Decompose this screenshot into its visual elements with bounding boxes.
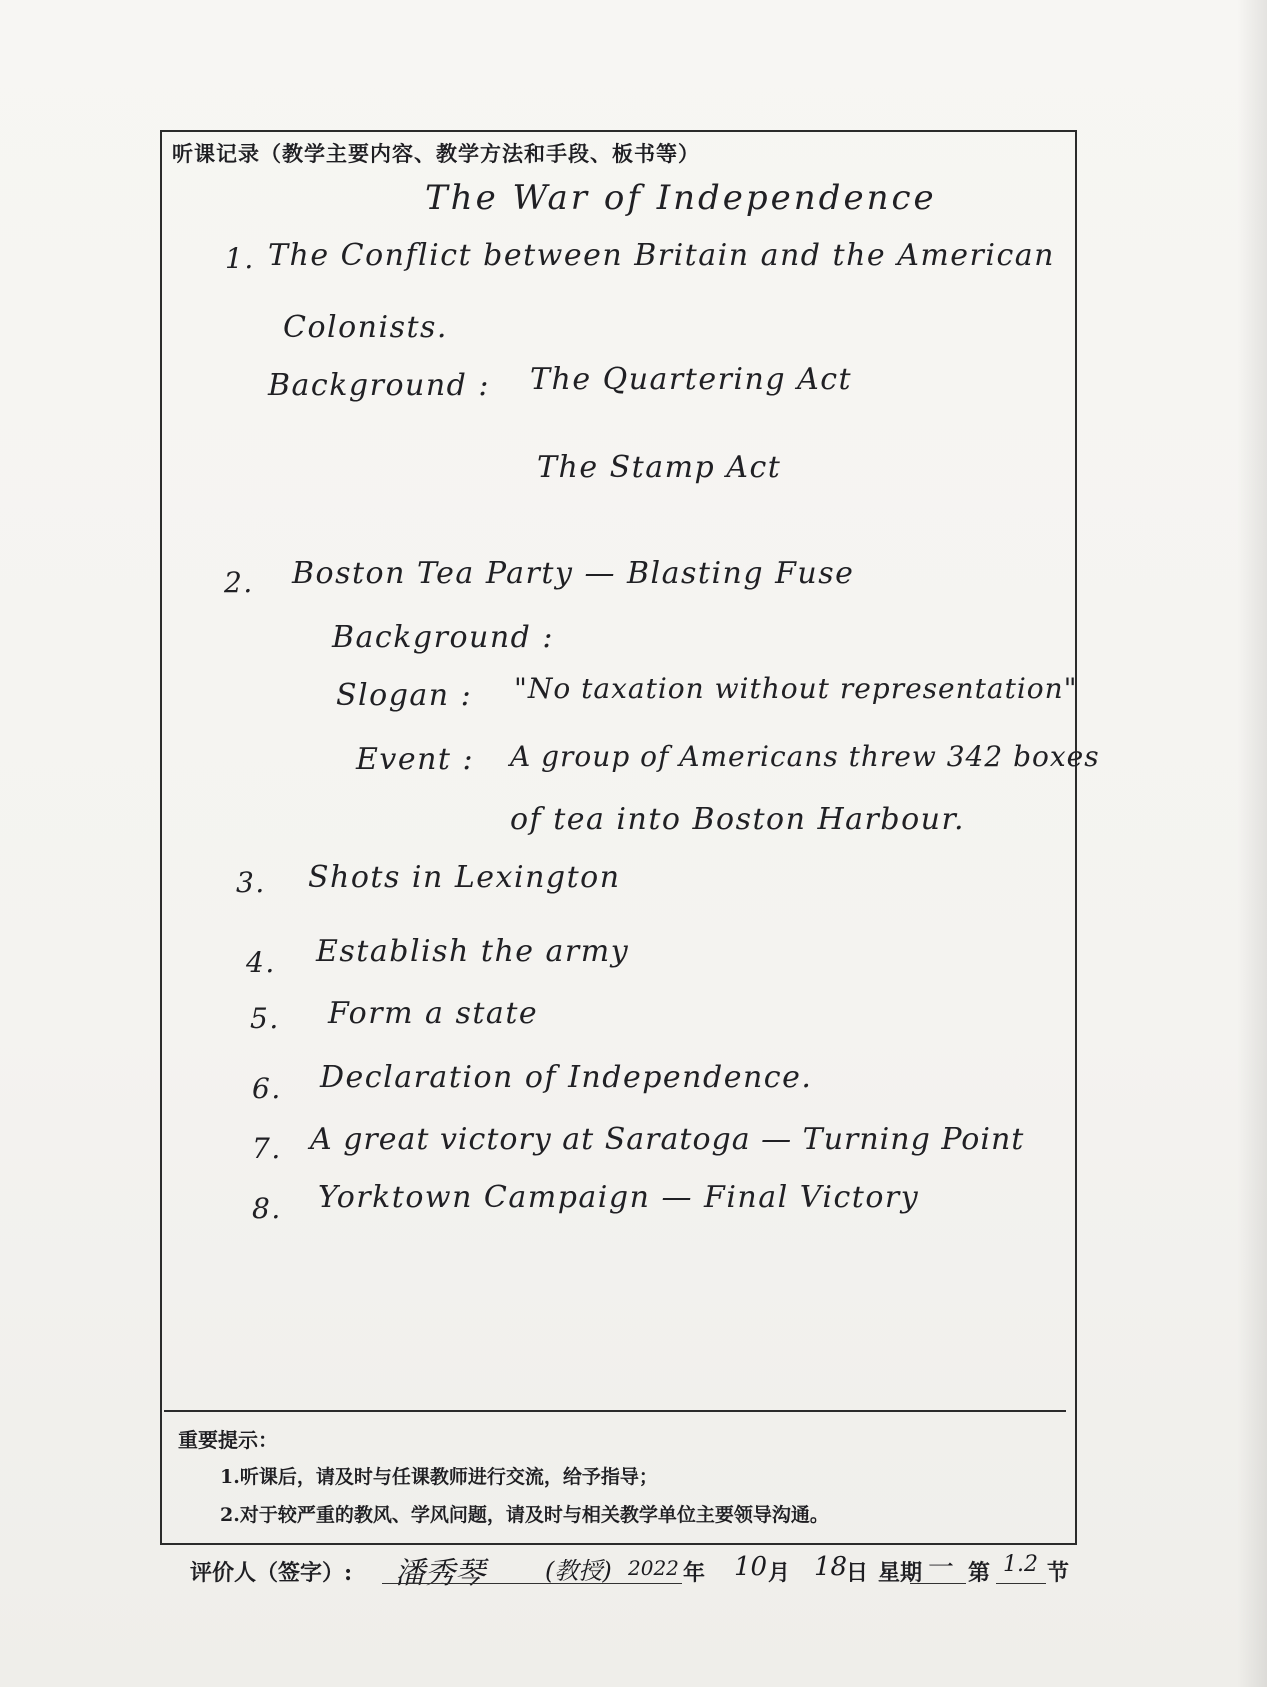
handwritten-line: Declaration of Independence. <box>320 1060 813 1095</box>
evaluator-signature: 潘秀琴 <box>395 1556 485 1591</box>
day-value: 18 <box>814 1552 848 1582</box>
item-number: 5. <box>250 1002 280 1035</box>
item-number: 2. <box>224 566 254 599</box>
handwritten-line: Form a state <box>328 996 539 1031</box>
month-value: 10 <box>734 1552 768 1582</box>
period-label: 第 <box>968 1560 991 1586</box>
item-number: 6. <box>252 1072 282 1105</box>
handwritten-line: Background : <box>268 368 491 403</box>
handwritten-line: Slogan : <box>336 678 473 713</box>
year-value: 2022 <box>628 1556 679 1580</box>
day-unit: 日 <box>846 1560 869 1586</box>
handwritten-line: The Quartering Act <box>530 362 853 397</box>
handwritten-line: Boston Tea Party — Blasting Fuse <box>292 556 855 591</box>
handwritten-line: A great victory at Saratoga — Turning Point <box>310 1122 1025 1157</box>
handwritten-line: "No taxation without representation" <box>514 672 1078 705</box>
item-number: 8. <box>252 1192 282 1225</box>
notice-item: 2.对于较严重的教风、学风问题，请及时与相关教学单位主要领导沟通。 <box>220 1504 829 1526</box>
month-unit: 月 <box>768 1560 791 1586</box>
item-number: 3. <box>236 866 266 899</box>
item-number: 1. <box>225 242 255 275</box>
notice-title: 重要提示： <box>178 1428 278 1452</box>
record-header: 听课记录（教学主要内容、教学方法和手段、板书等） <box>172 141 700 166</box>
weekday-label: 星期 <box>878 1560 923 1586</box>
evaluator-title: (教授) <box>545 1557 612 1585</box>
handwritten-line: Establish the army <box>316 934 630 969</box>
evaluator-label: 评价人（签字）: <box>190 1560 353 1586</box>
handwritten-line: Colonists. <box>283 310 448 345</box>
item-number: 7. <box>252 1132 282 1165</box>
notice-item: 1.听课后，请及时与任课教师进行交流，给予指导； <box>220 1466 658 1488</box>
weekday-value: 一 <box>928 1553 955 1583</box>
period-value: 1.2 <box>1003 1552 1038 1577</box>
period-unit: 节 <box>1047 1560 1070 1586</box>
handwritten-line: of tea into Boston Harbour. <box>510 802 966 837</box>
handwritten-line: Event : <box>356 742 475 777</box>
item-number: 4. <box>246 946 276 979</box>
handwritten-line: Shots in Lexington <box>308 860 621 895</box>
handwritten-line: The Conflict between Britain and the American <box>268 238 1056 273</box>
handwritten-line: A group of Americans threw 342 boxes <box>510 740 1100 773</box>
handwritten-line: Yorktown Campaign — Final Victory <box>318 1180 920 1215</box>
handwritten-line: The Stamp Act <box>537 450 782 485</box>
lesson-title: The War of Independence <box>425 178 937 218</box>
period-underline <box>996 1583 1046 1584</box>
handwritten-line: Background : <box>332 620 555 655</box>
signature-underline <box>382 1583 682 1584</box>
weekday-underline <box>910 1583 966 1584</box>
year-unit: 年 <box>683 1560 706 1586</box>
paper-shadow <box>1237 0 1267 1687</box>
